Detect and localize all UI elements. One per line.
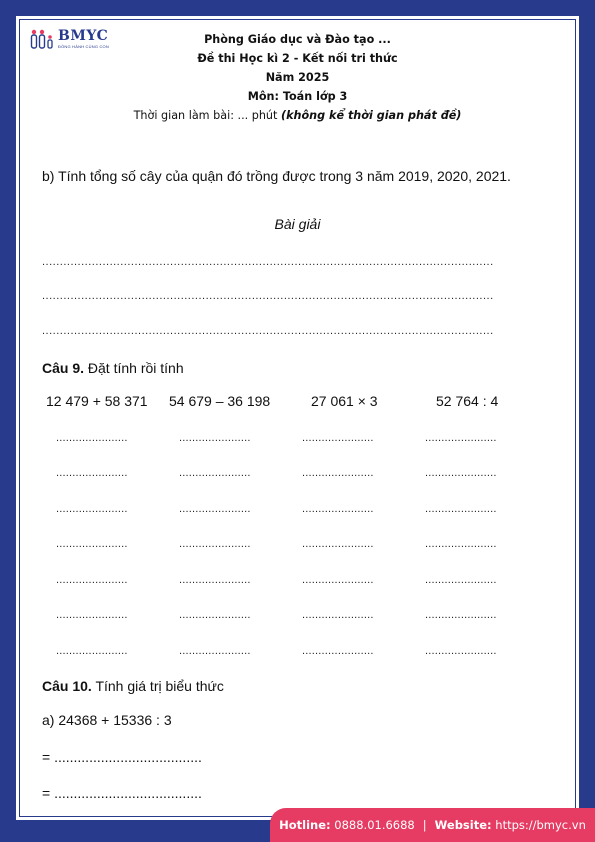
header-time-note: (không kể thời gian phát đề): [280, 109, 462, 122]
header-time: [0, 106, 595, 125]
header-exam-title: Đề thi Học kì 2 - Kết nối tri thức: [197, 52, 398, 65]
header-time-prefix: Thời gian làm bài: ... phút: [133, 109, 281, 122]
calc-answer-dots: ......................: [179, 467, 251, 479]
calc-answer-dots: ......................: [56, 609, 128, 621]
calc-answer-dots: ......................: [425, 467, 497, 479]
calc-answer-dots: ......................: [179, 538, 251, 550]
answer-line: ...............................................................................................................................: [42, 256, 494, 268]
calc-answer-dots: ......................: [302, 645, 374, 657]
solution-title: Bài giải: [274, 216, 321, 232]
calc-answer-dots: ......................: [56, 538, 128, 550]
footer-bar: [270, 808, 595, 842]
calc-answer-dots: ......................: [425, 432, 497, 444]
exam-header: [0, 30, 595, 125]
inner-border: [19, 19, 576, 817]
equation-line-1: = ......................................: [42, 749, 202, 765]
calc-answer-dots: ......................: [56, 503, 128, 515]
header-subject: Môn: Toán lớp 3: [247, 90, 348, 103]
calc-answer-dots: ......................: [56, 645, 128, 657]
calc-3: 27 061 × 3: [311, 393, 378, 409]
header-department: Phòng Giáo dục và Đào tạo ...: [204, 33, 391, 46]
footer-separator: |: [422, 818, 427, 832]
header-year: Năm 2025: [265, 71, 330, 84]
calc-answer-dots: ......................: [56, 467, 128, 479]
website-label: Website:: [434, 818, 492, 832]
equation-line-2: = ......................................: [42, 785, 202, 801]
calc-4: 52 764 : 4: [436, 393, 499, 409]
question-9-text: Đặt tính rồi tính: [84, 360, 184, 376]
calc-answer-dots: ......................: [302, 467, 374, 479]
calc-answer-dots: ......................: [425, 574, 497, 586]
calc-answer-dots: ......................: [179, 432, 251, 444]
calc-answer-dots: ......................: [56, 574, 128, 586]
calc-answer-dots: ......................: [179, 645, 251, 657]
hotline-number[interactable]: 0888.01.6688: [334, 818, 415, 832]
question-10-text: Tính giá trị biểu thức: [91, 678, 224, 694]
logo-brand: BMYC: [58, 28, 109, 44]
calc-answer-dots: ......................: [425, 538, 497, 550]
question-10-label: Câu 10.: [42, 678, 92, 694]
calc-answer-dots: ......................: [302, 503, 374, 515]
answer-line: ...............................................................................................................................: [42, 325, 494, 337]
calc-answer-dots: ......................: [179, 609, 251, 621]
calc-answer-dots: ......................: [302, 609, 374, 621]
question-9-label: Câu 9.: [42, 360, 85, 376]
calc-1: 12 479 + 58 371: [46, 393, 148, 409]
calc-answer-dots: ......................: [302, 538, 374, 550]
calc-answer-dots: ......................: [179, 574, 251, 586]
calc-answer-dots: ......................: [425, 503, 497, 515]
question-10: [42, 678, 224, 694]
logo-tagline: ĐỒNG HÀNH CÙNG CON: [58, 44, 109, 49]
calc-answer-dots: ......................: [56, 432, 128, 444]
calc-answer-dots: ......................: [302, 574, 374, 586]
website-link[interactable]: https://bmyc.vn: [495, 818, 586, 832]
calc-answer-dots: ......................: [425, 645, 497, 657]
question-part-b: b) Tính tổng số cây của quận đó trồng được trong 3 năm 2019, 2020, 2021.: [42, 168, 511, 184]
calc-answer-dots: ......................: [179, 503, 251, 515]
hotline-label: Hotline:: [279, 818, 331, 832]
calc-2: 54 679 – 36 198: [169, 393, 271, 409]
calc-answer-dots: ......................: [425, 609, 497, 621]
question-9: [42, 360, 184, 376]
answer-line: ...............................................................................................................................: [42, 290, 494, 302]
question-10-part-a: a) 24368 + 15336 : 3: [42, 712, 172, 728]
calc-answer-dots: ......................: [302, 432, 374, 444]
